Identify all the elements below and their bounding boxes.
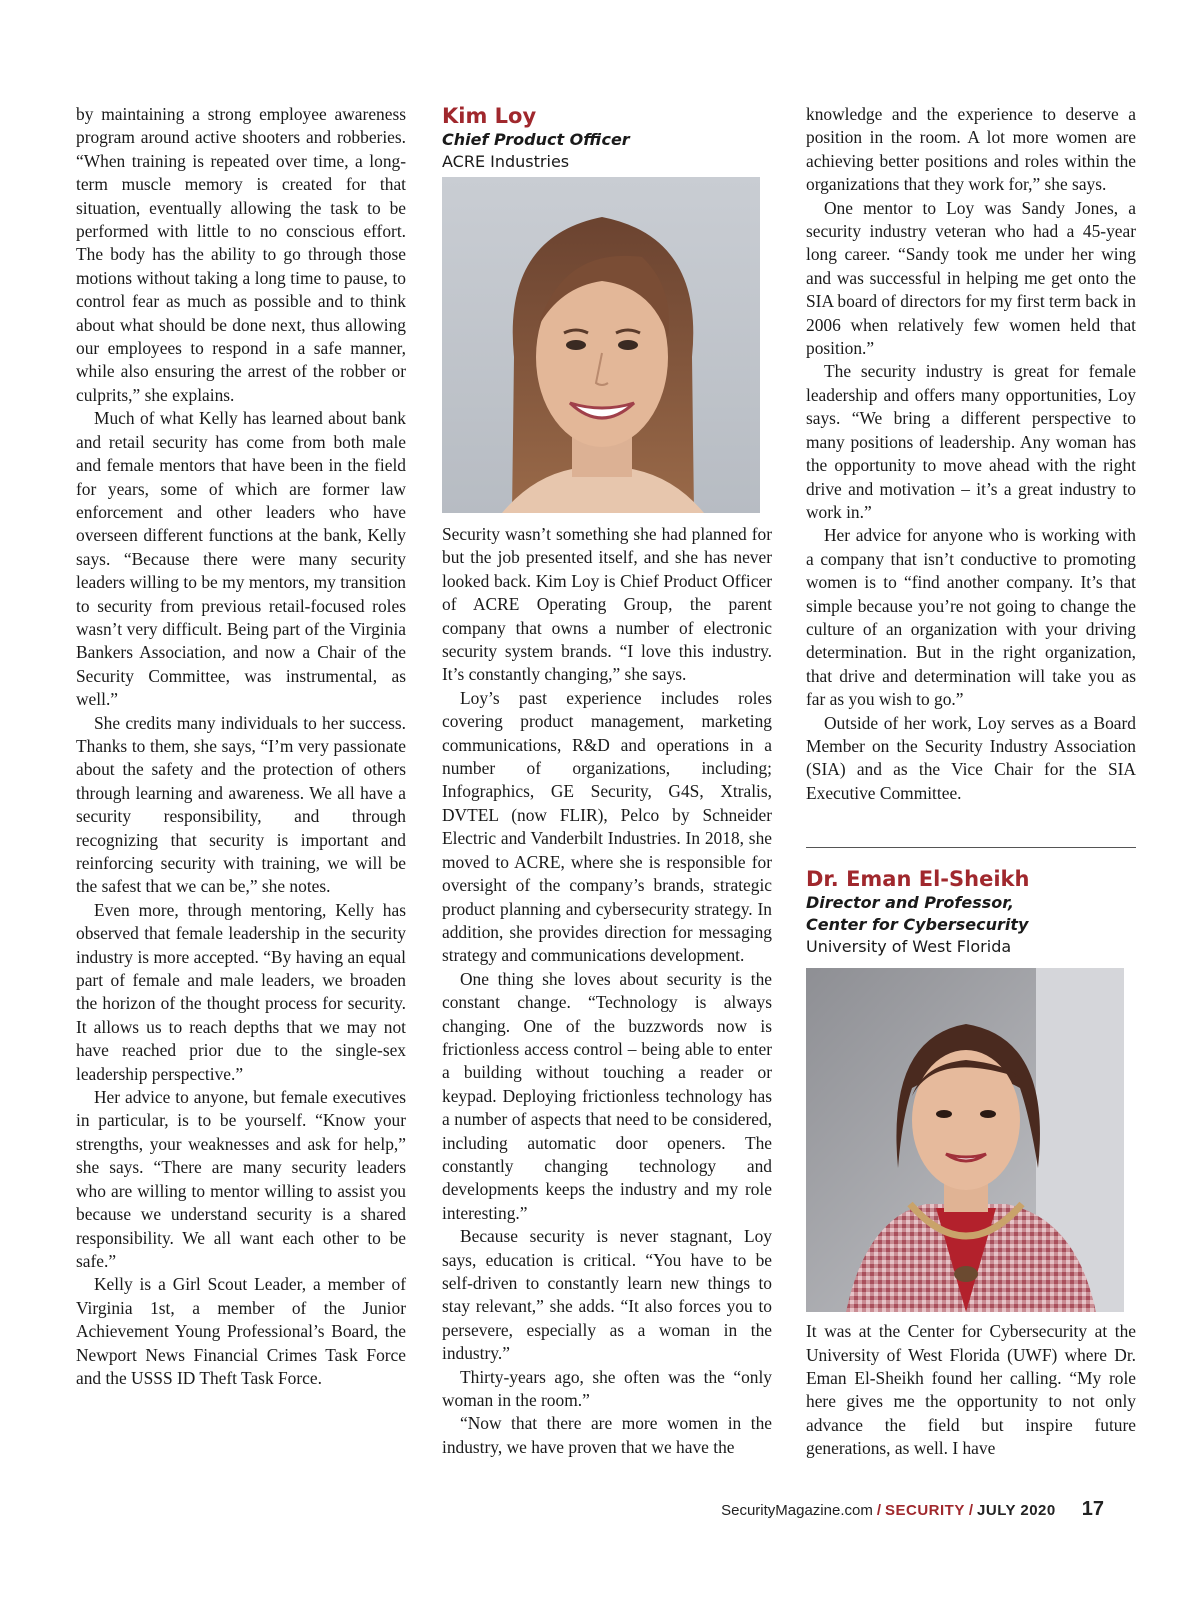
section-divider — [806, 847, 1136, 848]
column-2 — [442, 103, 772, 1459]
kim-loy-portrait — [442, 177, 760, 513]
paragraph: “Now that there are more women in the industry, we have proven that we have the — [442, 1413, 772, 1457]
paragraph: One mentor to Loy was Sandy Jones, a security industry veteran who had a 45-year long career. “Sandy took me under her wing and was successful in helping me get onto the SIA board of directors for my first term back in 2006 when relatively few women held that position.” — [806, 197, 1136, 359]
paragraph: Outside of her work, Loy serves as a Board Member on the Security Industry Association (SIA) and as the Vice Chair for the SIA Executive Committee. — [806, 712, 1136, 803]
page-number: 17 — [1081, 1498, 1104, 1520]
profile-role-line-2: Center for Cybersecurity — [806, 915, 1029, 935]
profile-name-kim-loy: Kim Loy — [442, 104, 537, 128]
profile-name-eman-el-sheikh: Dr. Eman El-Sheikh — [806, 867, 1030, 892]
paragraph: She credits many individuals to her success. Thanks to them, she says, “I’m very passionate about the safety and the protection of others through learning and awareness. We all have a security responsibility, and through recognizing that security is important and reinforcing security with training, we will be the safest that we can be,” she notes. — [76, 712, 406, 897]
profile-role-line-1: Director and Professor, — [806, 893, 1014, 913]
profile-organization: ACRE Industries — [442, 152, 570, 171]
paragraph: Her advice for anyone who is working with a company that isn’t conductive to promoting women is to “find another company. It’s that simple because you’re not going to change the culture of an organization with your driving determination. But in the right organization, that drive and determination will take you as far as you wish to go.” — [806, 525, 1136, 710]
paragraph: It was at the Center for Cybersecurity at the University of West Florida (UWF) where Dr. Eman El-Sheikh found her calling. “My role here gives me the opportunity to not only advance the field but inspire future generations, as well. I have — [806, 1321, 1136, 1459]
paragraph: Loy’s past experience includes roles covering product management, marketing communications, R&D and operations in a number of organizations, including; Infographics, GE Security, G4S, Xtralis, DVTEL (now FLIR), Pelco by Schneider Electric and Vanderbilt Industries. In 2018, she moved to ACRE, where she is responsible for oversight of the company’s brands, strategic product planning and cybersecurity strategy. In addition, she provides direction for messaging strategy and communications development. — [442, 687, 772, 966]
footer-separator: / — [876, 1502, 881, 1519]
paragraph: by maintaining a strong employee awareness program around active shooters and robberies. “When training is repeated over time, a long-term muscle memory is created for that situation, eventually allowing the task to be performed with little to no conscious effort. The body has the ability to go through those motions without taking a long time to pause, to control fear as much as possible and to think about what should be done next, thus allowing our employees to respond in a safe manner, while also ensuring the arrest of the robber or culprits,” she explains. — [76, 104, 406, 405]
paragraph: Kelly is a Girl Scout Leader, a member of Virginia 1st, a member of the Junior Achievement Young Professional’s Board, the Newport News Financial Crimes Task Force and the USSS ID Theft Task Force. — [76, 1274, 406, 1388]
footer-separator: / — [968, 1502, 974, 1519]
column-3 — [806, 103, 1136, 1461]
paragraph: knowledge and the experience to deserve a position in the room. A lot more women are achieving better positions and roles within the organizations that they work for,” she says. — [806, 104, 1136, 195]
footer-date: JULY 2020 — [977, 1502, 1056, 1519]
paragraph: Thirty-years ago, she often was the “only woman in the room.” — [442, 1366, 772, 1411]
paragraph: The security industry is great for female leadership and offers many opportunities, Loy says. “We bring a different perspective to many positions of leadership. Any woman has the opportunity to move ahead with the right drive and motivation – it’s a great industry to work in.” — [806, 361, 1136, 522]
paragraph: Because security is never stagnant, Loy says, education is critical. “You have to be self-driven to constantly learn new things to stay relevant,” she adds. “It also forces you to persevere, especially as a woman in the industry.” — [442, 1226, 772, 1364]
paragraph: Her advice to anyone, but female executives in particular, is to be yourself. “Know your strengths, your weaknesses and ask for help,” she says. “There are many security leaders who are willing to mentor willing to assist you because we understand security is a shared responsibility. We all want each other to be safe.” — [76, 1087, 406, 1271]
eman-el-sheikh-portrait — [806, 968, 1124, 1312]
paragraph: Much of what Kelly has learned about bank and retail security has come from both male and female mentors that have been in the field for years, some of which are former law enforcement and other leaders who have overseen different functions at the bank, Kelly says. “Because there were many security leaders willing to be my mentors, my transition to security from previous retail-focused roles wasn’t very difficult. Being part of the Virginia Bankers Association, and now a Chair of the Security Committee, was instrumental, as well.” — [76, 408, 406, 710]
paragraph: One thing she loves about security is the constant change. “Technology is always changing. One of the buzzwords now is frictionless access control – being able to enter a building without touching a reader or keypad. Deploying frictionless technology has a number of aspects that need to be considered, including automatic door openers. The constantly changing technology and developments keeps the industry and my role interesting.” — [442, 968, 772, 1223]
paragraph: Security wasn’t something she had planned for but the job presented itself, and she has never looked back. Kim Loy is Chief Product Officer of ACRE Operating Group, the parent company that owns a number of electronic security system brands. “I love this industry. It’s constantly changing,” she says. — [442, 524, 772, 685]
page-footer — [721, 1498, 1104, 1521]
column-1 — [76, 103, 406, 1390]
footer-site-url: SecurityMagazine.com — [721, 1502, 873, 1519]
footer-brand: SECURITY — [885, 1502, 965, 1519]
paragraph: Even more, through mentoring, Kelly has observed that female leadership in the security industry is more accepted. “By having an equal part of female and male leaders, we broaden the horizon of the thought process for security. It allows us to reach depths that we may not have reached prior due to the single-sex leadership perspective.” — [76, 899, 406, 1084]
profile-organization: University of West Florida — [806, 937, 1012, 957]
profile-role: Chief Product Officer — [442, 130, 630, 149]
